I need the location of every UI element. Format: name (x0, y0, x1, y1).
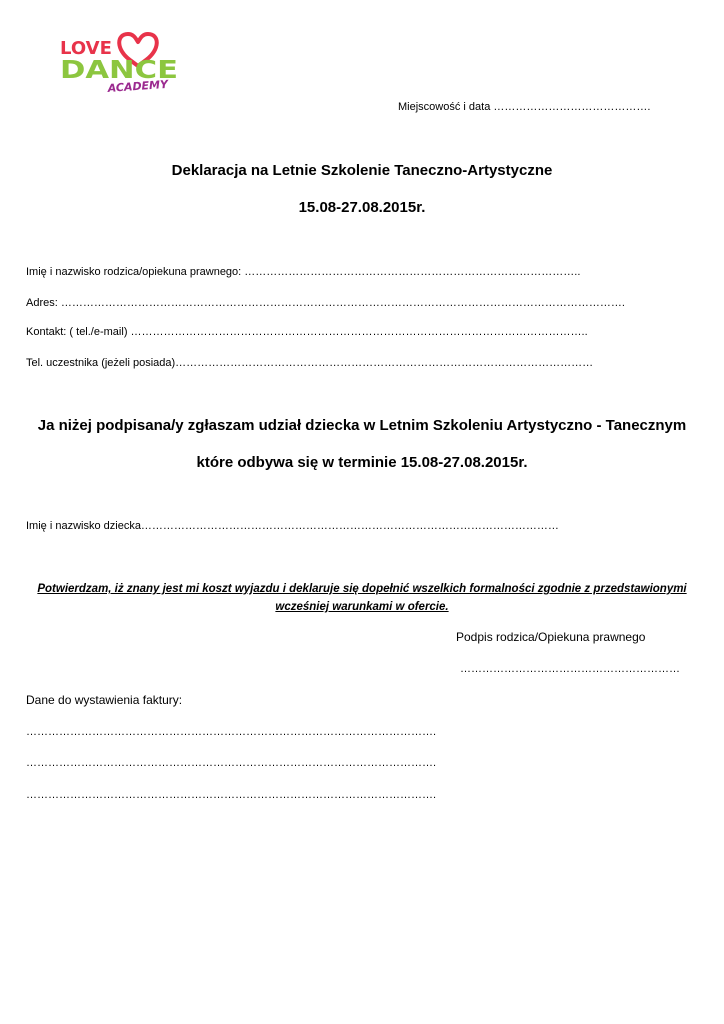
confirmation-line-2: wcześniej warunkami w ofercie. (275, 601, 449, 613)
confirmation-line-1: Potwierdzam, iż znany jest mi koszt wyjazdu i deklaruje się dopełnić wszelkich formalności zgodnie z przedstawionymi (37, 583, 687, 595)
logo-graphic (58, 30, 183, 102)
logo-academy-text: ACADEMY (107, 77, 169, 95)
confirmation-text (26, 580, 698, 616)
invoice-line: …………………………………………………………………………………………………. (26, 757, 437, 769)
logo-love-text: LOVE (60, 38, 112, 59)
address-field: Adres: ………………………………………………………………………………………………………………………………………. (26, 297, 625, 309)
signature-label: Podpis rodzica/Opiekuna prawnego (456, 630, 646, 644)
statement-line-2: które odbywa się w terminie 15.08-27.08.2015r. (196, 454, 528, 471)
participant-phone-field: Tel. uczestnika (jeżeli posiada)…………………………………………………………………………………………………… (26, 357, 594, 369)
child-name-field: Imię i nazwisko dziecka…………………………………………………………………………………………………… (26, 520, 559, 532)
contact-field: Kontakt: ( tel./e-mail) …………………………………………………………………………………………………………….. (26, 326, 588, 338)
page-title: Deklaracja na Letnie Szkolenie Taneczno-Artystyczne (171, 162, 553, 179)
invoice-line: …………………………………………………………………………………………………. (26, 789, 437, 801)
signature-line: …………………………………………………… (460, 663, 680, 675)
place-date-field: Miejscowość i data ……………………………………. (398, 101, 651, 113)
parent-name-field: Imię i nazwisko rodzica/opiekuna prawnego: ……………………………………………………………………………….. (26, 266, 581, 278)
logo-dance-text: DANCE (60, 55, 178, 84)
page-dates: 15.08-27.08.2015r. (298, 199, 426, 216)
invoice-line: …………………………………………………………………………………………………. (26, 726, 437, 738)
statement-line-1: Ja niżej podpisana/y zgłaszam udział dziecka w Letnim Szkoleniu Artystyczno - Tanecznym (37, 417, 687, 434)
invoice-label: Dane do wystawienia faktury: (26, 693, 183, 707)
love-dance-academy-logo (58, 30, 183, 102)
